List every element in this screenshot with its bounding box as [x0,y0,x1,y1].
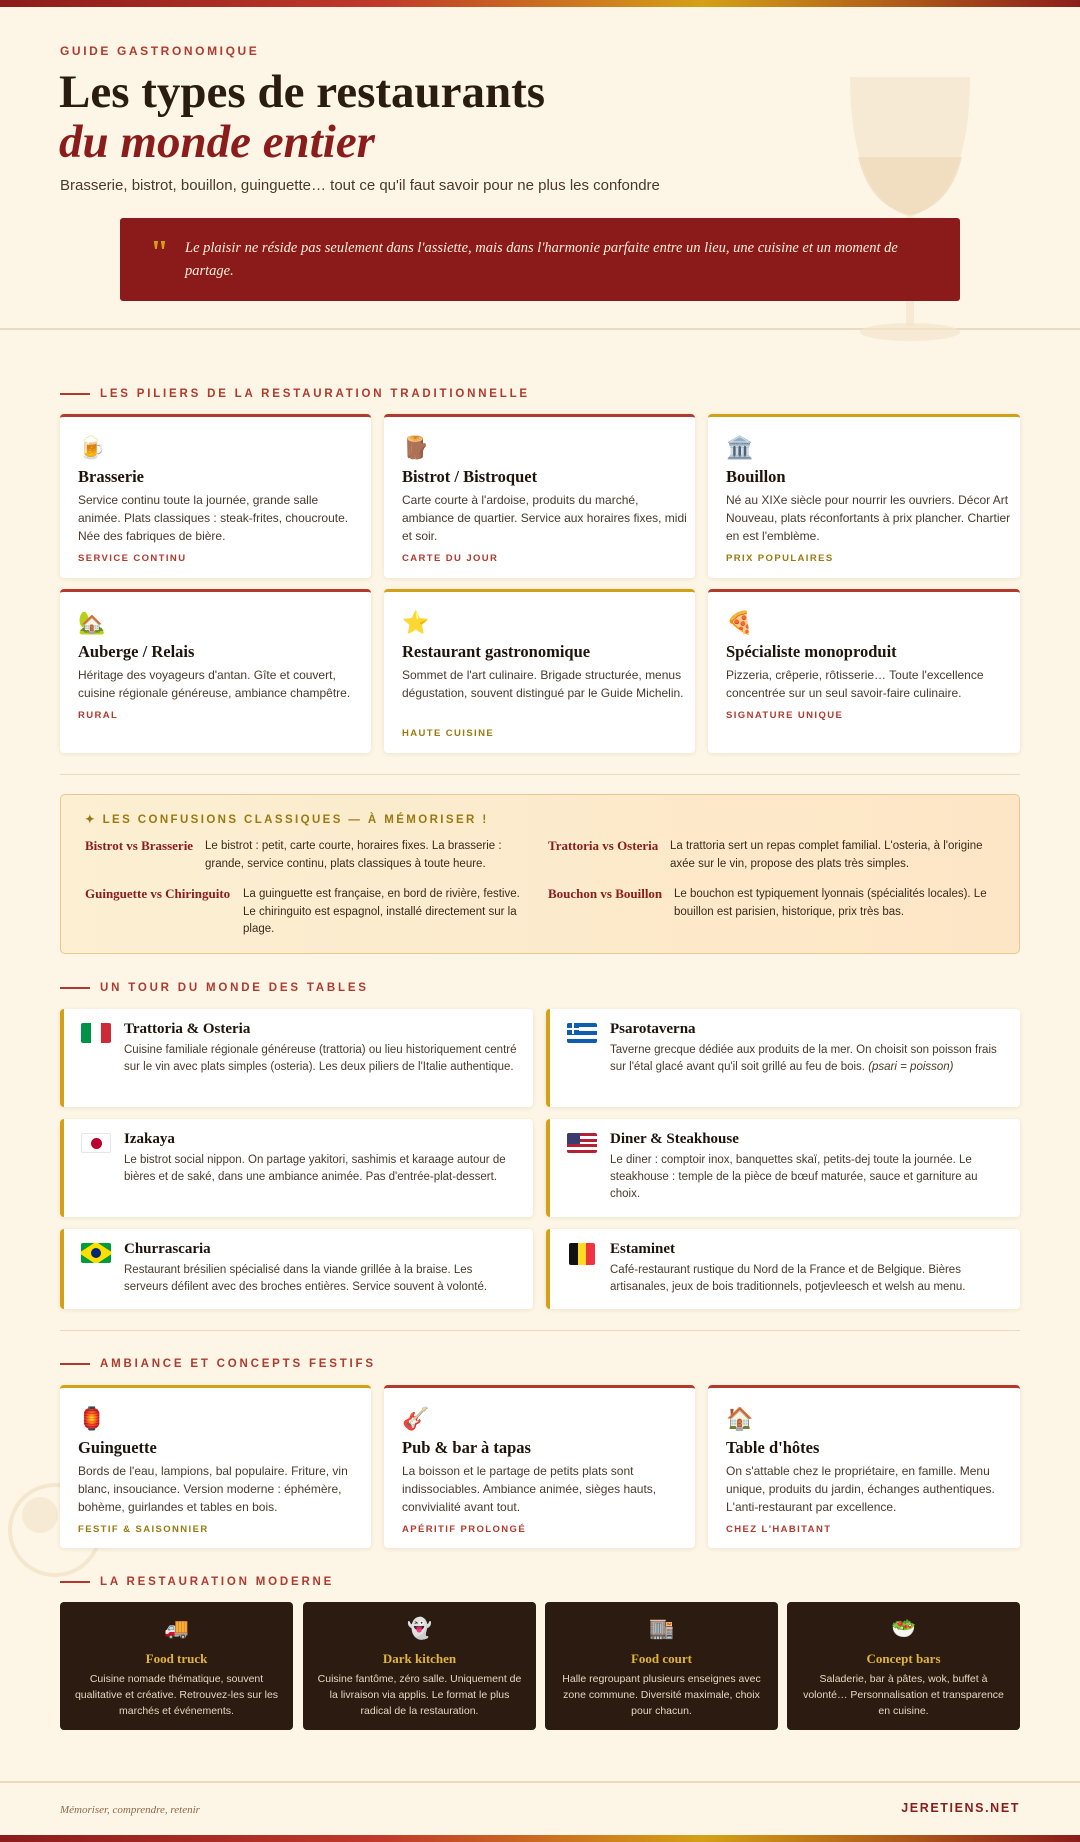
confusion-label: Guinguette vs Chiringuito [85,886,231,901]
section-title: LA RESTAURATION MODERNE [100,1576,335,1588]
card-description: Sommet de l'art culinaire. Brigade structurée, menus dégustation, souvent distingué par le Guide Michelin. [402,668,684,700]
world-card-text: Taverne grecque dédiée aux produits de la mer. On choisit son poisson frais sur l'étal glacé avant qu'il soit grillé au feu de bois. [610,1044,997,1073]
brazil-flag-icon [81,1243,111,1263]
guitar-icon: 🎸 [402,1406,430,1431]
card-title: Bistrot / Bistroquet [402,467,538,486]
bottom-accent-bar [0,1835,1080,1842]
section-title: LES PILIERS DE LA RESTAURATION TRADITIONNELLE [100,388,530,400]
modern-card-title: Food truck [145,1651,208,1666]
card-tag: RURAL [78,710,119,721]
card-pub-tapas [384,1385,695,1548]
page-subtitle: Brasserie, bistrot, bouillon, guinguette… tout ce qu'il faut savoir pour ne plus les confondre [60,177,660,194]
world-card-description [610,1042,1010,1076]
footer-tagline: Mémoriser, comprendre, retenir [60,1804,200,1816]
card-title: Pub & bar à tapas [402,1438,531,1457]
world-card-title: Churrascaria [124,1241,211,1257]
card-tag: FESTIF & SAISONNIER [78,1524,209,1535]
header-eyebrow: GUIDE GASTRONOMIQUE [60,44,260,58]
section-divider [60,774,1020,775]
card-tag: CHEZ L'HABITANT [726,1524,832,1535]
section-rule [60,987,90,989]
card-description: Service continu toute la journée, grande salle animée. Plats classiques : steak-frites, choucroute. Née des fabriques de bière. [78,493,349,543]
house-icon: 🏠 [726,1406,754,1431]
world-card-text: Le bistrot social nippon. On partage yakitori, sashimis et karaage autour de bières et de saké, dans une ambiance animée. Pas d'entrée-plat-dessert. [124,1154,506,1183]
world-card-izakaya [60,1119,533,1217]
card-description: La boisson et le partage de petits plats sont indissociables. Ambiance animée, sièges hauts, convivialité avant tout. [402,1464,657,1514]
card-guinguette [60,1385,371,1548]
house-garden-icon: 🏡 [78,610,106,635]
salad-icon: 🥗 [891,1618,916,1640]
confusion-item [85,886,525,941]
card-title: Restaurant gastronomique [402,642,591,661]
wine-glass-icon [820,67,1000,367]
card-tag: CARTE DU JOUR [402,553,499,564]
section-rule [60,1363,90,1365]
card-description: Héritage des voyageurs d'antan. Gîte et couvert, cuisine régionale généreuse, ambiance champêtre. [78,668,351,700]
section-heading-modern [60,1576,334,1588]
section-heading-festive [60,1358,376,1370]
card-bouillon [708,414,1020,578]
confusion-text: Le bistrot : petit, carte courte, horaires fixes. La brasserie : grande, service continu, plats classiques à toute heure. [205,840,502,870]
confusion-text: La trattoria sert un repas complet familial. L'osteria, à l'origine axée sur le vin, propose des plats très simples. [670,840,983,870]
card-description: Né au XIXe siècle pour nourrir les ouvriers. Décor Art Nouveau, plats réconfortants à prix plancher. Chartier en est l'emblème. [726,493,1011,543]
confusion-label: Trattoria vs Osteria [548,838,659,853]
world-card-description [610,1152,1000,1203]
world-card-description [124,1042,534,1076]
world-card-title: Psarotaverna [610,1021,696,1037]
card-bistrot [384,414,695,578]
modern-card-description: Halle regroupant plusieurs enseignes avec zone commune. Diversité maximale, choix pour chacun. [562,1673,761,1717]
world-card-title: Estaminet [610,1241,675,1257]
world-card-title: Izakaya [124,1131,175,1147]
truck-icon: 🚚 [164,1618,189,1640]
section-divider [60,1330,1020,1331]
usa-flag-icon [567,1133,597,1153]
card-auberge [60,589,371,753]
section-rule [60,1581,90,1583]
lantern-icon: 🏮 [78,1406,106,1431]
greece-flag-icon [567,1023,597,1043]
card-monoproduit [708,589,1020,753]
modern-card-concept-bars [787,1602,1020,1730]
department-store-icon: 🏬 [649,1618,674,1640]
card-table-hotes [708,1385,1020,1548]
section-heading-world [60,982,369,994]
confusion-text: La guinguette est française, en bord de rivière, festive. Le chiringuito est espagnol, installé directement sur la plage. [243,888,520,935]
modern-card-title: Food court [630,1651,693,1666]
card-brasserie [60,414,371,578]
page-title: Les types de restaurants [59,66,546,118]
world-card-title: Trattoria & Osteria [124,1021,251,1037]
card-description: Bords de l'eau, lampions, bal populaire. Friture, vin blanc, insouciance. Version moderne : éphémère, bohème, guirlandes et tables en bois. [78,1464,348,1514]
world-card-note: (psari = poisson) [868,1061,954,1073]
confusion-label: Bistrot vs Brasserie [85,838,194,853]
card-title: Guinguette [78,1438,157,1457]
confusion-text: Le bouchon est typiquement lyonnais (spécialités locales). Le bouillon est parisien, historique, prix très bas. [674,888,987,918]
card-gastronomique [384,589,695,753]
modern-card-title: Concept bars [866,1651,941,1666]
card-tag: APÉRITIF PROLONGÉ [402,1524,527,1535]
italy-flag-icon [81,1023,111,1043]
modern-card-food-truck [60,1602,293,1730]
top-accent-bar [0,0,1080,7]
card-title: Table d'hôtes [726,1438,820,1457]
card-tag: PRIX POPULAIRES [726,553,834,564]
world-card-description [124,1262,504,1296]
card-title: Auberge / Relais [78,642,195,661]
section-title: AMBIANCE ET CONCEPTS FESTIFS [100,1358,376,1370]
quote-text: Le plaisir ne réside pas seulement dans l'assiette, mais dans l'harmonie parfaite entre un lieu, une cuisine et un moment de partage. [185,240,898,279]
modern-card-dark-kitchen [303,1602,536,1730]
card-title: Spécialiste monoproduit [726,642,897,661]
world-card-text: Cuisine familiale régionale généreuse (trattoria) ou lieu historiquement centré sur le vin avec plats simples (osteria). Les deux piliers de l'Italie authentique. [124,1044,517,1073]
modern-card-description: Saladerie, bar à pâtes, wok, buffet à volonté… Personnalisation et transparence en cuisine. [803,1673,1004,1717]
card-title: Bouillon [726,467,786,486]
pizza-icon: 🍕 [726,610,754,635]
modern-card-food-court [545,1602,778,1730]
world-card-diner [546,1119,1020,1217]
world-card-text: Le diner : comptoir inox, banquettes skaï, petits-dej toute la journée. Le steakhouse : temple de la pièce de bœuf maturée, sauce et garniture au choix. [610,1154,978,1200]
quote-mark-icon: " [150,234,169,271]
world-card-description [610,1262,990,1296]
card-description: Pizzeria, crêperie, rôtisserie… Toute l'excellence concentrée sur un seul savoir-faire culinaire. [726,668,984,700]
world-card-estaminet [546,1229,1020,1309]
world-card-title: Diner & Steakhouse [610,1131,739,1147]
quote-box [120,218,960,301]
page-header [0,7,1080,330]
belgium-flag-icon [569,1243,595,1265]
section-title: UN TOUR DU MONDE DES TABLES [100,982,369,994]
modern-card-description: Cuisine nomade thématique, souvent qualitative et créative. Retrouvez-les sur les marchés et événements. [74,1673,279,1717]
card-tag: HAUTE CUISINE [402,728,495,739]
page-title-accent: du monde entier [59,116,375,168]
card-tag: SERVICE CONTINU [78,553,187,564]
card-description: Carte courte à l'ardoise, produits du marché, ambiance de quartier. Service aux horaires fixes, midi et soir. [402,493,687,543]
world-card-psarotaverna [546,1009,1020,1107]
card-tag: SIGNATURE UNIQUE [726,710,844,721]
section-heading-traditional [60,388,530,400]
section-rule [60,393,90,395]
modern-card-title: Dark kitchen [382,1651,457,1666]
world-card-text: Restaurant brésilien spécialisé dans la viande grillée à la braise. Les serveurs défilent avec des broches entières. Service souvent à volonté. [124,1264,488,1293]
world-card-trattoria [60,1009,533,1107]
footer-site-link[interactable]: JERETIENS.NET [901,1801,1020,1815]
confusion-item [548,838,998,878]
confusion-item [548,886,998,926]
confusions-title: ✦ LES CONFUSIONS CLASSIQUES — À MÉMORISER ! [85,814,489,826]
beer-icon: 🍺 [78,435,106,460]
card-title: Brasserie [78,467,144,486]
confusions-box [60,794,1020,954]
world-card-text: Café-restaurant rustique du Nord de la France et de Belgique. Bières artisanales, jeux de bois traditionnels, potjevleesch et welsh au menu. [610,1264,966,1293]
world-card-description [124,1152,514,1186]
confusion-item [85,838,525,878]
classical-building-icon: 🏛️ [726,435,754,460]
world-card-churrascaria [60,1229,533,1309]
footer-divider [0,1781,1080,1783]
ghost-icon: 👻 [407,1618,432,1640]
japan-flag-icon [81,1133,111,1153]
modern-card-description: Cuisine fantôme, zéro salle. Uniquement de la livraison via applis. Le format le plus radical de la restauration. [317,1673,522,1717]
star-icon: ⭐ [402,610,430,635]
wood-icon: 🪵 [402,435,430,460]
card-description: On s'attable chez le propriétaire, en famille. Menu unique, produits du jardin, échanges authentiques. L'anti-restaurant par excellence. [726,1464,995,1514]
confusion-label: Bouchon vs Bouillon [548,886,663,901]
